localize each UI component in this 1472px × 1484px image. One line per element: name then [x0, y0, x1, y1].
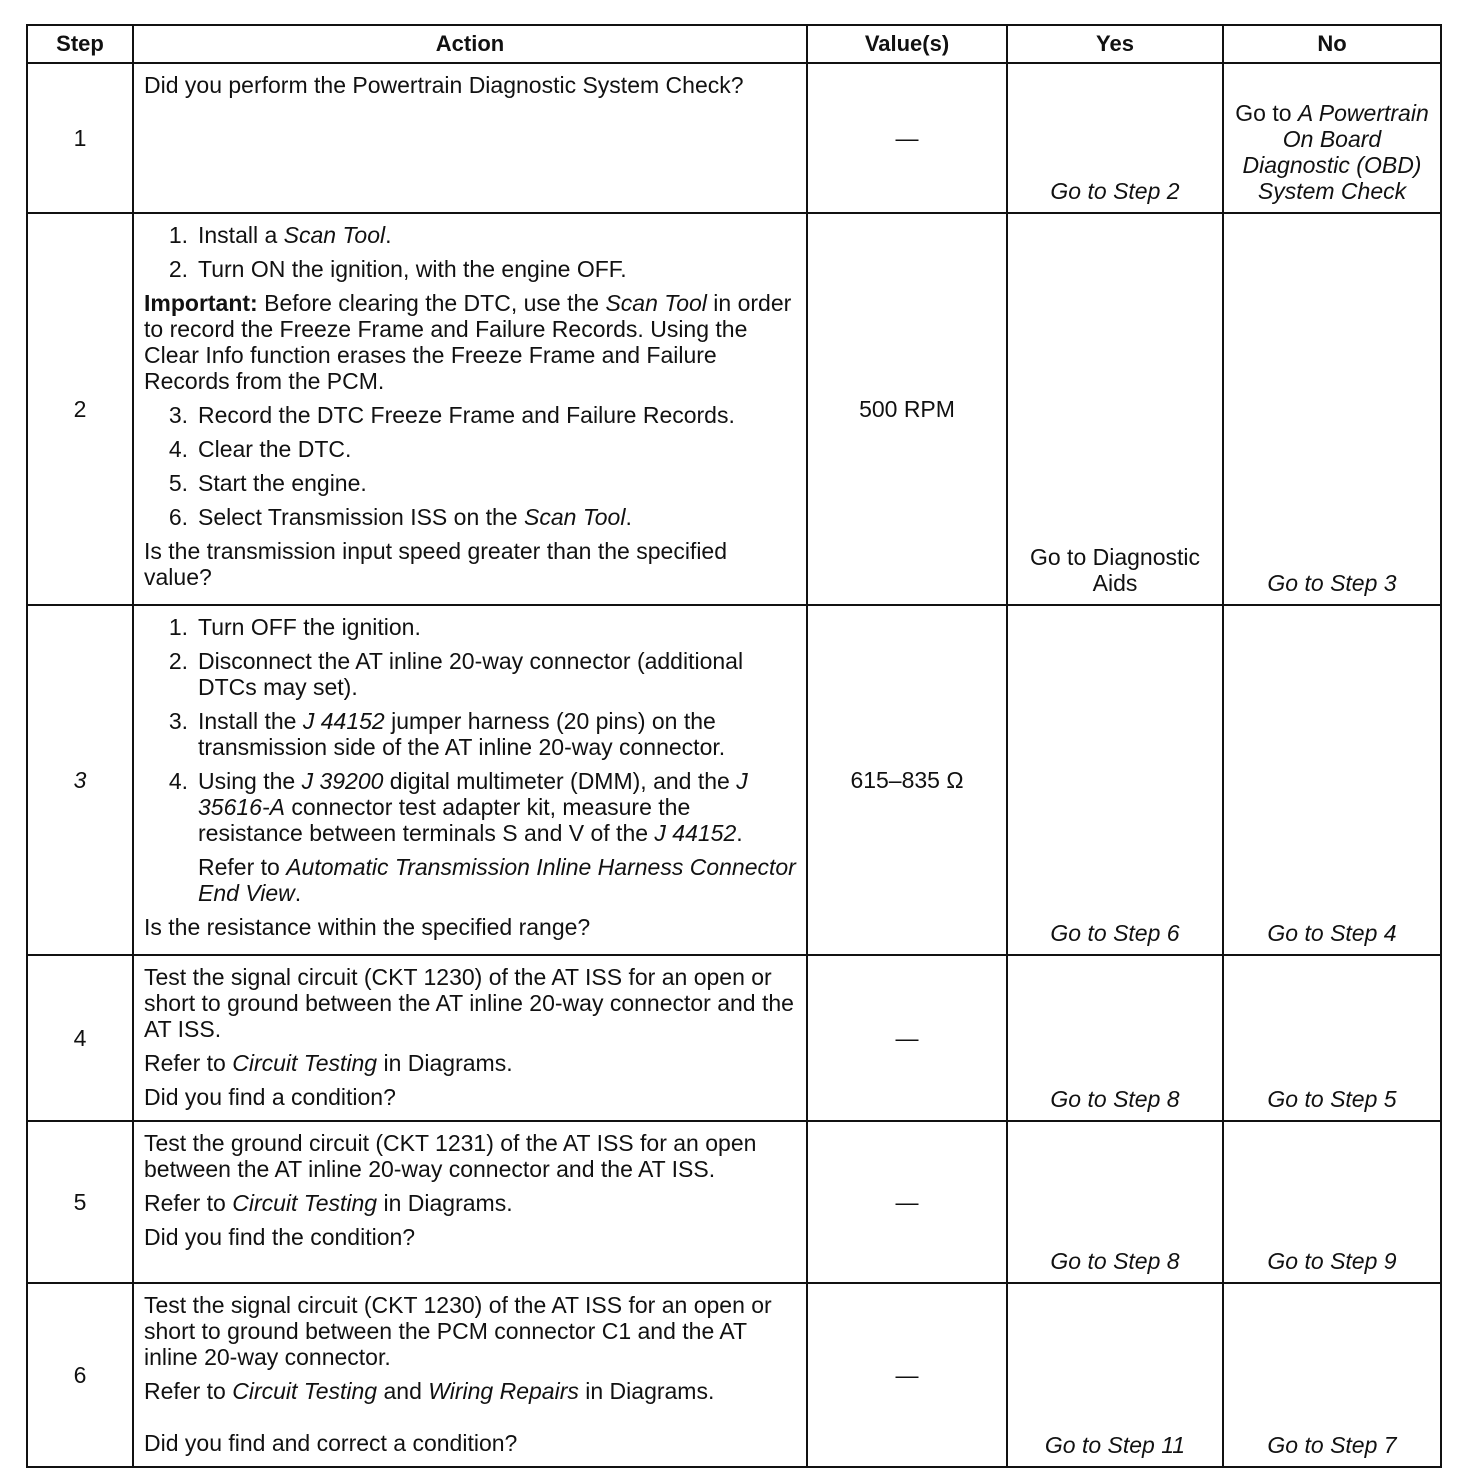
action-cell: [133, 63, 807, 213]
action-text: Test the ground circuit (CKT 1231) of the AT ISS for an open between the AT inline 20-way connector and the AT ISS.: [144, 1130, 757, 1182]
step-number: 5: [27, 1121, 133, 1283]
instruction-text: Turn OFF the ignition.: [198, 614, 421, 640]
value-cell: —: [807, 1121, 1007, 1283]
header-values: Value(s): [807, 25, 1007, 63]
yes-cell: Go to Step 2: [1007, 63, 1223, 213]
refer-note: Refer to Circuit Testing in Diagrams.: [144, 1050, 513, 1076]
yes-cell: Go to Step 8: [1007, 955, 1223, 1121]
no-cell: [1223, 63, 1441, 213]
value-cell: 500 RPM: [807, 213, 1007, 605]
table-row: [27, 63, 1441, 213]
diagnostic-table: [26, 24, 1442, 1468]
instruction-text: Record the DTC Freeze Frame and Failure Records.: [198, 402, 735, 428]
instruction-item: [144, 402, 796, 428]
action-question: Did you find the condition?: [144, 1224, 416, 1250]
instruction-number: 1.: [168, 222, 188, 248]
instruction-number: 3.: [168, 402, 188, 428]
action-question: Did you find and correct a condition?: [144, 1430, 518, 1456]
instruction-number: 4.: [168, 768, 188, 794]
instruction-item: [144, 504, 796, 530]
value-cell: 615–835 Ω: [807, 605, 1007, 955]
value-cell: —: [807, 1283, 1007, 1467]
instruction-number: 5.: [168, 470, 188, 496]
action-question: Is the resistance within the specified range?: [144, 914, 591, 940]
header-no: No: [1223, 25, 1441, 63]
action-cell: [133, 1121, 807, 1283]
no-cell: Go to Step 7: [1223, 1283, 1441, 1467]
instruction-item: [144, 436, 796, 462]
header-row: [27, 25, 1441, 63]
value-cell: —: [807, 955, 1007, 1121]
important-note: Important: Before clearing the DTC, use the Scan Tool in order to record the Freeze Frame and Failure Records. Using the Clear Info function erases the Freeze Frame and Failure Records from the PCM.: [144, 290, 792, 394]
table-row: [27, 605, 1441, 955]
instruction-text: Disconnect the AT inline 20-way connector (additional DTCs may set).: [198, 648, 744, 700]
instruction-text: Install a Scan Tool.: [198, 222, 392, 248]
action-cell: [133, 955, 807, 1121]
instruction-item: [144, 708, 796, 760]
refer-note: Refer to Circuit Testing in Diagrams.: [144, 1190, 513, 1216]
instruction-text: Start the engine.: [198, 470, 367, 496]
instruction-number: 6.: [168, 504, 188, 530]
table-row: [27, 213, 1441, 605]
action-question: Did you find a condition?: [144, 1084, 396, 1110]
header-step: Step: [27, 25, 133, 63]
header-yes: Yes: [1007, 25, 1223, 63]
instruction-item: [144, 614, 796, 640]
step-number: 1: [27, 63, 133, 213]
action-text: Test the signal circuit (CKT 1230) of the AT ISS for an open or short to ground between the AT inline 20-way connector and the AT ISS.: [144, 964, 794, 1042]
instruction-number: 3.: [168, 708, 188, 734]
action-question: Is the transmission input speed greater than the specified value?: [144, 538, 728, 590]
instruction-item: [144, 648, 796, 700]
yes-cell: Go to Step 11: [1007, 1283, 1223, 1467]
no-prefix: Go to: [1235, 100, 1298, 126]
no-link-text: A Powertrain On Board Diagnostic (OBD) System Check: [1242, 100, 1429, 204]
header-action: Action: [133, 25, 807, 63]
table-row: [27, 1121, 1441, 1283]
action-cell: [133, 213, 807, 605]
instruction-text: Turn ON the ignition, with the engine OFF.: [198, 256, 627, 282]
instruction-list: [144, 222, 796, 282]
instruction-text: Clear the DTC.: [198, 436, 352, 462]
instruction-text: Using the J 39200 digital multimeter (DMM), and the J 35616-A connector test adapter kit, measure the resistance between terminals S and V of the J 44152.: [198, 768, 748, 846]
spacer: [144, 1412, 796, 1430]
instruction-list: [144, 402, 796, 530]
instruction-number: 2.: [168, 648, 188, 674]
step-number: 4: [27, 955, 133, 1121]
instruction-item: [144, 470, 796, 496]
step-number: 6: [27, 1283, 133, 1467]
yes-cell: Go to Step 6: [1007, 605, 1223, 955]
table-row: [27, 955, 1441, 1121]
action-question: Did you perform the Powertrain Diagnostic System Check?: [144, 72, 744, 98]
action-text: Test the signal circuit (CKT 1230) of the AT ISS for an open or short to ground between the PCM connector C1 and the AT inline 20-way connector.: [144, 1292, 772, 1370]
instruction-list: [144, 614, 796, 846]
no-cell: Go to Step 4: [1223, 605, 1441, 955]
refer-note: Refer to Automatic Transmission Inline Harness Connector End View.: [198, 854, 796, 906]
action-cell: [133, 1283, 807, 1467]
yes-cell: Go to Diagnostic Aids: [1007, 213, 1223, 605]
no-cell: Go to Step 3: [1223, 213, 1441, 605]
instruction-item: [144, 256, 796, 282]
instruction-text: Select Transmission ISS on the Scan Tool.: [198, 504, 632, 530]
instruction-number: 2.: [168, 256, 188, 282]
instruction-text: Install the J 44152 jumper harness (20 pins) on the transmission side of the AT inline 20-way connector.: [198, 708, 726, 760]
action-cell: [133, 605, 807, 955]
instruction-number: 1.: [168, 614, 188, 640]
table-row: [27, 1283, 1441, 1467]
instruction-number: 4.: [168, 436, 188, 462]
step-number: 3: [27, 605, 133, 955]
no-cell: Go to Step 5: [1223, 955, 1441, 1121]
instruction-item: [144, 222, 796, 248]
value-cell: —: [807, 63, 1007, 213]
no-cell: Go to Step 9: [1223, 1121, 1441, 1283]
step-number: 2: [27, 213, 133, 605]
yes-cell: Go to Step 8: [1007, 1121, 1223, 1283]
refer-note: Refer to Circuit Testing and Wiring Repairs in Diagrams.: [144, 1378, 715, 1404]
instruction-item: [144, 768, 796, 846]
